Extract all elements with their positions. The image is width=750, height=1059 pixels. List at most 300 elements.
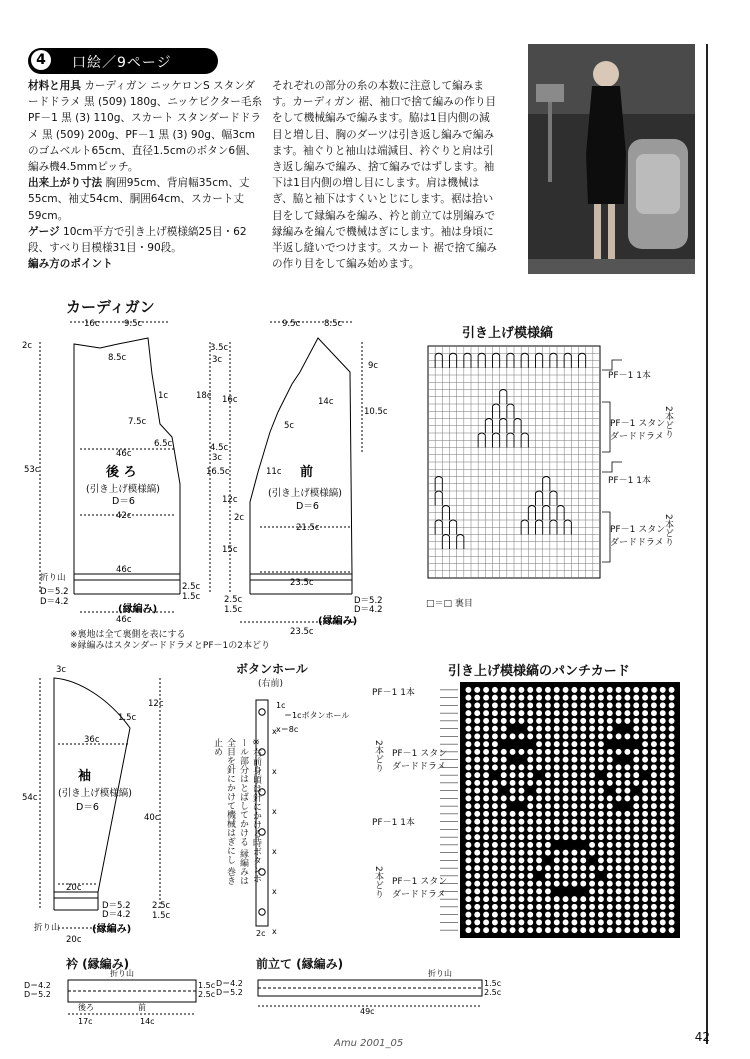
punch-hole bbox=[589, 819, 595, 825]
band-49: 49c bbox=[360, 1007, 375, 1016]
punch-hole bbox=[527, 834, 533, 840]
punch-hole bbox=[492, 726, 498, 732]
punch-hole bbox=[633, 749, 639, 755]
punch-hole bbox=[616, 764, 622, 770]
punch-hole bbox=[651, 888, 657, 894]
punch-hole bbox=[669, 881, 675, 887]
punch-hole bbox=[624, 811, 630, 817]
punch-hole bbox=[669, 888, 675, 894]
punch-hole bbox=[607, 865, 613, 871]
punch-hole bbox=[571, 710, 577, 716]
punch-hole bbox=[474, 749, 480, 755]
punch-hole bbox=[607, 757, 613, 763]
punch-hole bbox=[571, 749, 577, 755]
punch-hole bbox=[492, 795, 498, 801]
punch-hole bbox=[633, 873, 639, 879]
punch-hole bbox=[554, 749, 560, 755]
punch-hole bbox=[607, 772, 613, 778]
punch-hole bbox=[510, 772, 516, 778]
punch-hole bbox=[554, 702, 560, 708]
punch-hole bbox=[518, 718, 524, 724]
punch-hole bbox=[607, 904, 613, 910]
punch-hole bbox=[624, 749, 630, 755]
punch-hole bbox=[492, 710, 498, 716]
punch-hole bbox=[545, 702, 551, 708]
punch-hole bbox=[642, 757, 648, 763]
dim-front-11: 11c bbox=[266, 467, 282, 477]
punch-hole bbox=[501, 757, 507, 763]
intro-right-column bbox=[272, 78, 498, 272]
punch-hole bbox=[501, 718, 507, 724]
punch-hole bbox=[563, 702, 569, 708]
punch-hole bbox=[527, 702, 533, 708]
punch-hole bbox=[624, 819, 630, 825]
punch-hole bbox=[518, 780, 524, 786]
punch-hole bbox=[536, 857, 542, 863]
punch-hole bbox=[554, 741, 560, 747]
punch-title: 引き上げ模様縞のパンチカード bbox=[448, 664, 630, 679]
punch-hole bbox=[501, 834, 507, 840]
punch-hole bbox=[554, 757, 560, 763]
punch-hole bbox=[536, 764, 542, 770]
punch-hole bbox=[527, 772, 533, 778]
punch-hole bbox=[669, 842, 675, 848]
punch-hole bbox=[465, 826, 471, 832]
punch-hole bbox=[571, 811, 577, 817]
punch-hole bbox=[545, 795, 551, 801]
punch-hole bbox=[554, 857, 560, 863]
punch-hole bbox=[589, 741, 595, 747]
punch-hole bbox=[501, 695, 507, 701]
punch-hole bbox=[554, 710, 560, 716]
pattern-pf1-mid: PF－1 1本 bbox=[608, 476, 651, 486]
pattern-two-1: 2本どり bbox=[663, 406, 673, 439]
punch-hole bbox=[474, 772, 480, 778]
punch-hole bbox=[616, 927, 622, 933]
punch-hole bbox=[536, 904, 542, 910]
punch-hole bbox=[483, 826, 489, 832]
punch-hole bbox=[563, 749, 569, 755]
dim-slv-54: 54c bbox=[22, 793, 38, 803]
punch-hole bbox=[642, 803, 648, 809]
dim-back-2c: 2c bbox=[22, 341, 33, 351]
punch-hole bbox=[589, 803, 595, 809]
punch-hole bbox=[518, 850, 524, 856]
dim-slv-15: 1.5c bbox=[118, 713, 137, 723]
sleeve-diagram bbox=[0, 660, 240, 950]
punch-hole bbox=[660, 811, 666, 817]
punch-hole bbox=[669, 780, 675, 786]
punch-hole bbox=[642, 850, 648, 856]
punch-hole bbox=[660, 710, 666, 716]
punch-hole bbox=[510, 733, 516, 739]
punch-hole bbox=[580, 780, 586, 786]
punch-hole bbox=[633, 772, 639, 778]
punch-hole bbox=[598, 826, 604, 832]
pattern-pf1-top: PF－1 1本 bbox=[608, 371, 651, 381]
punch-hole bbox=[465, 726, 471, 732]
punch-hole bbox=[483, 857, 489, 863]
punch-hole bbox=[501, 803, 507, 809]
punch-hole bbox=[651, 687, 657, 693]
punch-hole bbox=[501, 865, 507, 871]
punch-hole bbox=[598, 927, 604, 933]
punch-hole bbox=[571, 803, 577, 809]
punch-hole bbox=[633, 803, 639, 809]
punch-hole bbox=[518, 865, 524, 871]
punch-hole bbox=[669, 819, 675, 825]
punch-hole bbox=[669, 710, 675, 716]
punch-hole bbox=[669, 733, 675, 739]
punch-hole bbox=[527, 857, 533, 863]
pattern-two-2: 2本どり bbox=[663, 514, 673, 547]
punch-hole bbox=[660, 881, 666, 887]
punch-hole bbox=[660, 741, 666, 747]
punch-hole bbox=[492, 733, 498, 739]
punch-hole bbox=[660, 780, 666, 786]
punch-hole bbox=[474, 811, 480, 817]
buttonhole-mark bbox=[259, 909, 265, 915]
punch-hole bbox=[563, 881, 569, 887]
materials-text: カーディガン ニッケロンS スタンダードドラメ 黒 (509) 180g、ニッケビクター毛糸 PF－1 黒 (3) 110g、スカート スタンダードドラメ 黒 (509) 200g、PF－1 黒 (3) 90g、幅3cmのゴムベルト65cm、直径1.5cmのボタン6個、編み機4.5mmピッチ。 bbox=[28, 80, 263, 174]
punch-hole bbox=[474, 850, 480, 856]
punch-hole bbox=[545, 726, 551, 732]
punch-hole bbox=[492, 834, 498, 840]
punch-hole bbox=[669, 919, 675, 925]
punch-hole bbox=[598, 850, 604, 856]
punch-hole bbox=[669, 795, 675, 801]
punch-hole bbox=[633, 702, 639, 708]
punch-hole bbox=[536, 811, 542, 817]
punch-hole bbox=[589, 757, 595, 763]
color-bracket bbox=[602, 512, 610, 562]
dim-front-3c2: 3c bbox=[212, 453, 223, 463]
punch-hole bbox=[624, 764, 630, 770]
punch-hole bbox=[536, 710, 542, 716]
punch-hole bbox=[510, 919, 516, 925]
punch-hole bbox=[669, 757, 675, 763]
punch-hole bbox=[501, 873, 507, 879]
punch-hole bbox=[571, 896, 577, 902]
punch-hole bbox=[474, 857, 480, 863]
dim-back-75: 7.5c bbox=[128, 417, 147, 427]
punch-hole bbox=[563, 803, 569, 809]
punch-hole bbox=[580, 881, 586, 887]
punch-hole bbox=[624, 912, 630, 918]
punch-hole bbox=[607, 726, 613, 732]
punch-hole bbox=[589, 695, 595, 701]
punch-hole bbox=[660, 912, 666, 918]
back-orisan: 折り山 bbox=[40, 573, 66, 583]
dim-slv-36: 36c bbox=[84, 735, 100, 745]
punch-hole bbox=[580, 726, 586, 732]
punch-hole bbox=[536, 695, 542, 701]
punch-hole bbox=[633, 919, 639, 925]
dim-back-42: 42c bbox=[116, 511, 132, 521]
punch-hole bbox=[545, 819, 551, 825]
punch-hole bbox=[527, 927, 533, 933]
punch-hole bbox=[633, 819, 639, 825]
punch-hole bbox=[527, 718, 533, 724]
punch-hole bbox=[633, 888, 639, 894]
model-photo bbox=[528, 44, 695, 274]
punch-hole bbox=[483, 919, 489, 925]
punch-hole bbox=[571, 733, 577, 739]
punch-hole bbox=[518, 819, 524, 825]
punch-hole bbox=[598, 780, 604, 786]
punch-hole bbox=[518, 764, 524, 770]
punch-hole bbox=[660, 927, 666, 933]
punch-hole bbox=[598, 857, 604, 863]
punch-hole bbox=[554, 803, 560, 809]
dim-front-235: 23.5c bbox=[290, 578, 314, 588]
punch-hole bbox=[510, 710, 516, 716]
punch-hole bbox=[536, 788, 542, 794]
punch-hole bbox=[598, 904, 604, 910]
punch-hole bbox=[554, 834, 560, 840]
punch-hole bbox=[651, 834, 657, 840]
punch-hole bbox=[607, 826, 613, 832]
punch-hole bbox=[474, 826, 480, 832]
punch-hole bbox=[483, 764, 489, 770]
punch-hole bbox=[536, 780, 542, 786]
punch-hole bbox=[527, 865, 533, 871]
punch-hole bbox=[554, 881, 560, 887]
punch-hole bbox=[660, 873, 666, 879]
punch-hole bbox=[580, 772, 586, 778]
punch-hole bbox=[580, 896, 586, 902]
punch-hole bbox=[651, 788, 657, 794]
punch-hole bbox=[492, 888, 498, 894]
punch-hole bbox=[492, 749, 498, 755]
punch-hole bbox=[642, 826, 648, 832]
punch-hole bbox=[474, 865, 480, 871]
punch-hole bbox=[518, 772, 524, 778]
punch-hole bbox=[616, 718, 622, 724]
punch-hole bbox=[483, 687, 489, 693]
spacing-x-mark: x bbox=[272, 887, 277, 896]
punch-hole bbox=[492, 850, 498, 856]
dim-front-18: 18c bbox=[196, 391, 212, 401]
punch-hole bbox=[642, 904, 648, 910]
punch-hole bbox=[545, 710, 551, 716]
punch-hole bbox=[624, 718, 630, 724]
punch-hole bbox=[465, 803, 471, 809]
punch-hole bbox=[660, 749, 666, 755]
punch-hole bbox=[624, 772, 630, 778]
punch-hole bbox=[501, 795, 507, 801]
punch-hole bbox=[589, 904, 595, 910]
punch-hole bbox=[527, 850, 533, 856]
punch-hole bbox=[527, 695, 533, 701]
punch-hole bbox=[651, 904, 657, 910]
punch-hole bbox=[624, 826, 630, 832]
punch-hole bbox=[492, 857, 498, 863]
pattern-chart bbox=[420, 342, 700, 602]
punch-hole bbox=[465, 687, 471, 693]
dim-front-15b: 1.5c bbox=[224, 605, 243, 615]
punch-hole bbox=[669, 826, 675, 832]
punch-hole bbox=[607, 710, 613, 716]
punch-hole bbox=[580, 904, 586, 910]
punch-hole bbox=[651, 780, 657, 786]
punch-hole bbox=[518, 912, 524, 918]
note-1: ※裏地は全て裏側を表にする bbox=[70, 630, 186, 640]
punch-hole bbox=[527, 749, 533, 755]
front-fuchi: (縁編み) bbox=[318, 616, 358, 627]
punch-hole bbox=[465, 850, 471, 856]
punch-hole bbox=[598, 811, 604, 817]
collar-15: 1.5c bbox=[198, 981, 216, 990]
punch-hole bbox=[616, 842, 622, 848]
punch-hole bbox=[589, 788, 595, 794]
punch-hole bbox=[571, 927, 577, 933]
punch-hole bbox=[554, 896, 560, 902]
punch-hole bbox=[545, 811, 551, 817]
punch-hole bbox=[624, 873, 630, 879]
punch-hole bbox=[624, 710, 630, 716]
page-edge-rule bbox=[706, 44, 708, 1044]
punch-hole bbox=[589, 834, 595, 840]
dim-slv-25: 2.5c bbox=[152, 901, 171, 911]
punch-hole bbox=[642, 927, 648, 933]
punch-hole bbox=[554, 912, 560, 918]
punch-hole bbox=[510, 834, 516, 840]
punch-hole bbox=[474, 695, 480, 701]
punch-hole bbox=[510, 764, 516, 770]
punch-hole bbox=[483, 819, 489, 825]
punch-hole bbox=[580, 710, 586, 716]
punch-hole bbox=[642, 896, 648, 902]
punch-hole bbox=[563, 927, 569, 933]
dim-slv-20b: 20c bbox=[66, 935, 82, 945]
punch-hole bbox=[465, 927, 471, 933]
punch-hole bbox=[660, 695, 666, 701]
punch-hole bbox=[571, 904, 577, 910]
punch-hole bbox=[510, 896, 516, 902]
punch-hole bbox=[598, 912, 604, 918]
cardigan-heading: カーディガン bbox=[66, 298, 155, 316]
punch-hole bbox=[660, 733, 666, 739]
front-sub: (引き上げ模様縞) bbox=[268, 488, 342, 499]
spacing-x-mark: x bbox=[272, 927, 277, 936]
dim-front-5: 5c bbox=[284, 421, 295, 431]
punch-hole bbox=[527, 881, 533, 887]
punch-card bbox=[370, 678, 700, 940]
punch-hole bbox=[483, 772, 489, 778]
punch-hole bbox=[563, 780, 569, 786]
punch-hole bbox=[563, 764, 569, 770]
point-text: それぞれの部分の糸の本数に注意して編みます。カーディガン 裾、袖口で捨て編みの作り目をして機械編みで編みます。脇は1目内側の減目と増し目、胸のダーツは引き返し編みで編みます。袖ぐりと袖山は端減目、衿ぐりと肩は引き返し編みで編み、捨て編みではずします。袖下は1目内側の増し目にします。肩は機械はぎ、脇と袖下はすくいとじにします。裾は拾い目をして縁編みを編み、衿と前立ては別編みで縁編みを編んで機械はぎにします。袖は身頃に半返し縫いでつけます。スカート 裾で捨て編みの作り目をして編み始めます。 bbox=[272, 80, 497, 271]
punch-hole bbox=[563, 733, 569, 739]
punch-hole bbox=[642, 819, 648, 825]
punch-hole bbox=[598, 834, 604, 840]
punch-hole bbox=[580, 687, 586, 693]
punch-hole bbox=[474, 733, 480, 739]
punch-hole bbox=[492, 904, 498, 910]
punch-hole bbox=[510, 888, 516, 894]
punch-hole bbox=[589, 850, 595, 856]
punch-hole bbox=[545, 733, 551, 739]
punch-hole bbox=[518, 733, 524, 739]
band-d42: D＝4.2 bbox=[216, 979, 243, 988]
punch-hole bbox=[527, 710, 533, 716]
punch-hole bbox=[465, 757, 471, 763]
punch-hole bbox=[545, 865, 551, 871]
punch-hole bbox=[589, 826, 595, 832]
punch-hole bbox=[501, 919, 507, 925]
punch-hole bbox=[624, 788, 630, 794]
punch-hole bbox=[492, 741, 498, 747]
front-label: 前 bbox=[300, 465, 314, 480]
punch-hole bbox=[624, 795, 630, 801]
punch-hole bbox=[598, 865, 604, 871]
punch-hole bbox=[589, 927, 595, 933]
punch-pf1-mid: PF－1 1本 bbox=[372, 818, 415, 828]
punch-hole bbox=[483, 811, 489, 817]
punch-hole bbox=[607, 850, 613, 856]
punch-hole bbox=[545, 919, 551, 925]
punch-hole bbox=[518, 881, 524, 887]
punch-hole bbox=[536, 896, 542, 902]
punch-hole bbox=[563, 741, 569, 747]
punch-hole bbox=[633, 842, 639, 848]
sleeve-fuchi: (縁編み) bbox=[92, 924, 132, 935]
punch-hole bbox=[518, 842, 524, 848]
punch-hole bbox=[465, 780, 471, 786]
punch-hole bbox=[492, 811, 498, 817]
punch-hole bbox=[642, 726, 648, 732]
punch-hole bbox=[492, 819, 498, 825]
punch-hole bbox=[642, 718, 648, 724]
punch-hole bbox=[642, 857, 648, 863]
punch-hole bbox=[589, 896, 595, 902]
punch-hole bbox=[492, 718, 498, 724]
punch-hole bbox=[589, 780, 595, 786]
punch-hole bbox=[563, 850, 569, 856]
punch-hole bbox=[571, 687, 577, 693]
punch-hole bbox=[642, 749, 648, 755]
punch-hole bbox=[616, 780, 622, 786]
punch-hole bbox=[554, 865, 560, 871]
punch-hole bbox=[660, 772, 666, 778]
punch-hole bbox=[669, 912, 675, 918]
punch-hole bbox=[510, 811, 516, 817]
punch-hole bbox=[607, 803, 613, 809]
punch-hole bbox=[554, 772, 560, 778]
collar-orisan: 折り山 bbox=[110, 969, 134, 978]
punch-hole bbox=[660, 718, 666, 724]
punch-hole bbox=[660, 842, 666, 848]
punch-hole bbox=[571, 718, 577, 724]
punch-hole bbox=[510, 718, 516, 724]
gauge-label: ゲージ bbox=[28, 225, 60, 238]
punch-hole bbox=[501, 896, 507, 902]
punch-hole bbox=[465, 749, 471, 755]
punch-hole bbox=[510, 865, 516, 871]
punch-hole bbox=[492, 757, 498, 763]
punch-hole bbox=[527, 764, 533, 770]
punch-hole bbox=[589, 749, 595, 755]
pattern-std-2: PF－1 スタンダードドラメ bbox=[610, 525, 666, 548]
punch-hole bbox=[616, 695, 622, 701]
punch-hole bbox=[607, 764, 613, 770]
punch-hole bbox=[607, 927, 613, 933]
punch-hole bbox=[624, 857, 630, 863]
punch-hole bbox=[510, 749, 516, 755]
punch-hole bbox=[545, 695, 551, 701]
punch-hole bbox=[616, 865, 622, 871]
